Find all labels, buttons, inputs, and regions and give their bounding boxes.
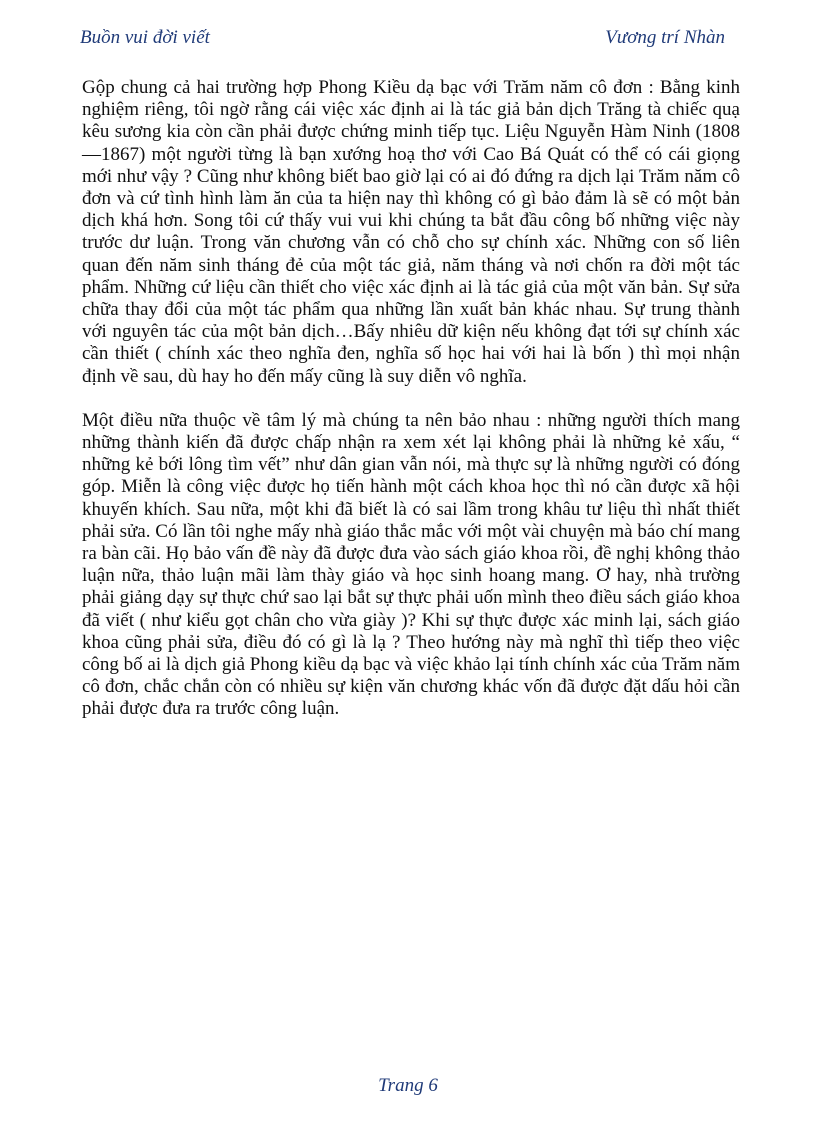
document-body xyxy=(82,77,740,721)
book-title: Buồn vui đời viết xyxy=(80,27,210,48)
page-header xyxy=(80,27,725,57)
paragraph: Một điều nữa thuộc về tâm lý mà chúng ta nên bảo nhau : những người thích mang những thành kiến đã được chấp nhận ra xem xét lại không phải là những kẻ xấu, “ những kẻ bới lông tìm vết” như dân gian vẫn nói, mà thực sự là những người có đóng góp. Miễn là công việc được họ tiến hành một cách khoa học thì nó cần được xã hội khuyến khích. Sau nữa, một khi đã biết là có sai lầm trong khâu tư liệu thì nhất thiết phải sửa. Có lần tôi nghe mấy nhà giáo thắc mắc với một vài chuyện mà báo chí mang ra bàn cãi. Họ bảo vấn đề này đã được đưa vào sách giáo khoa rồi, đề nghị không thảo luận nữa, thảo luận mãi làm thày giáo và học sinh hoang mang. Ơ hay, nhà trường phải giảng dạy sự thực chứ sao lại bắt sự thực phải uốn mình theo điều sách giáo khoa đã viết ( như kiểu gọt chân cho vừa giày )? Khi sự thực được xác minh lại, sách giáo khoa cũng phải sửa, điều đó có gì là lạ ? Theo hướng này mà nghĩ thì tiếp theo việc công bố ai là dịch giả Phong kiều dạ bạc và việc khảo lại tính chính xác của Trăm năm cô đơn, chắc chắn còn có nhiều sự kiện văn chương khác vốn đã được đặt dấu hỏi cần phải được đưa ra trước công luận. xyxy=(82,409,740,720)
author-name: Vương trí Nhàn xyxy=(605,27,725,48)
paragraph: Gộp chung cả hai trường hợp Phong Kiều dạ bạc với Trăm năm cô đơn : Bằng kinh nghiệm riêng, tôi ngờ rằng cái việc xác định ai là tác giả bản dịch Trăng tà chiếc quạ kêu sương kia còn cần phải được chứng minh tiếp tục. Liệu Nguyễn Hàm Ninh (1808—1867) một người từng là bạn xướng hoạ thơ với Cao Bá Quát có thể có cái giọng mới như vậy ? Cũng như không biết bao giờ lại có ai đó đứng ra dịch lại Trăm năm cô đơn và cứ tình hình làm ăn của ta hiện nay thì không có gì bảo đảm là sẽ có một bản dịch khá hơn. Song tôi cứ thấy vui vui khi chúng ta bắt đầu công bố những việc này trước dư luận. Trong văn chương vẫn có chỗ cho sự chính xác. Những con số liên quan đến năm sinh tháng đẻ của một tác giả, năm tháng và nơi chốn ra đời một tác phẩm. Những cứ liệu cần thiết cho việc xác định ai là tác giả của một văn bản. Sự sửa chữa thay đổi của một tác phẩm qua những lần xuất bản khác nhau. Sự trung thành với nguyên tác của một bản dịch…Bấy nhiêu dữ kiện nếu không đạt tới sự chính xác cần thiết ( chính xác theo nghĩa đen, nghĩa số học hai với hai là bốn ) thì mọi nhận định về sau, dù hay ho đến mấy cũng là suy diễn vô nghĩa. xyxy=(82,77,740,387)
page-number: Trang 6 xyxy=(378,1075,438,1096)
